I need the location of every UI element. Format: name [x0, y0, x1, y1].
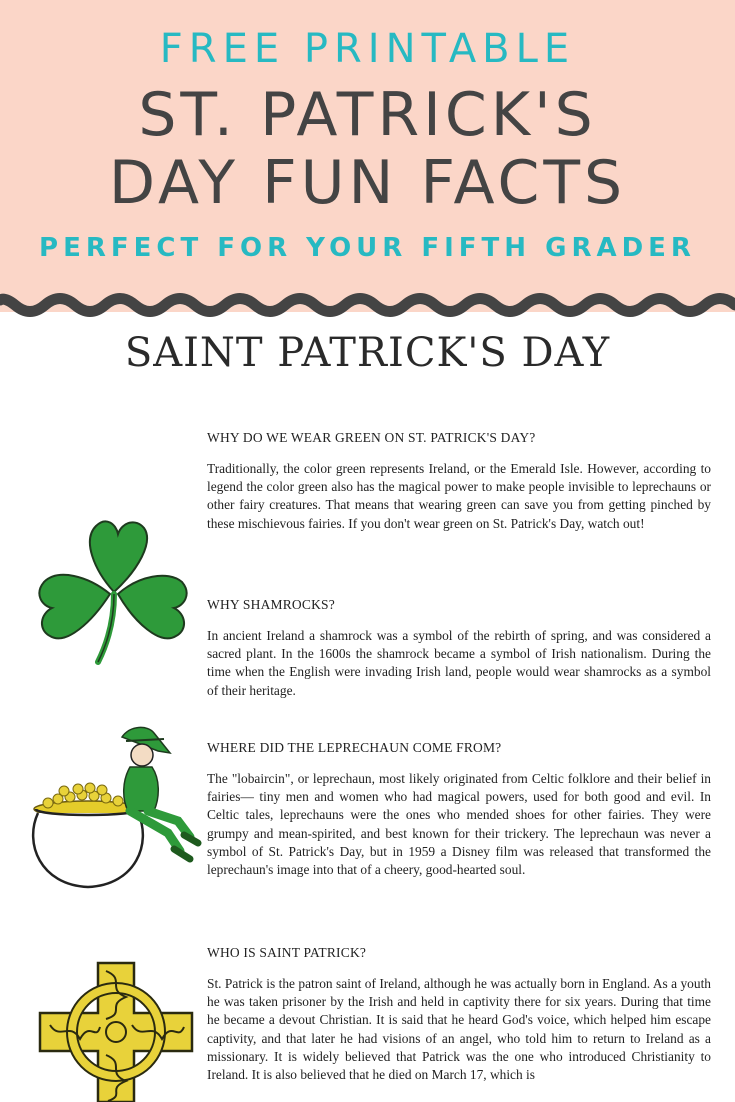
section-leprechaun-origin: [207, 740, 711, 879]
wavy-divider: [0, 280, 735, 330]
document-title: SAINT PATRICK'S DAY: [124, 330, 611, 376]
section-heading: WHO IS SAINT PATRICK?: [207, 945, 367, 960]
banner-line-fifth-grader: PERFECT FOR YOUR FIFTH GRADER: [39, 233, 696, 263]
section-why-shamrocks: [207, 597, 711, 700]
section-heading: WHERE DID THE LEPRECHAUN COME FROM?: [207, 740, 502, 755]
section-heading: WHY DO WE WEAR GREEN ON ST. PATRICK'S DAY?: [207, 430, 536, 445]
section-body: In ancient Ireland a shamrock was a symbol of the rebirth of spring, and was considered a sacred plant. In the 1600s the shamrock became a symbol of Irish nationalism. During the time when the English were invading Irish land, people would wear shamrocks as a symbol of their heritage.: [207, 628, 711, 698]
leprechaun-pot-of-gold-icon: [30, 725, 202, 893]
section-why-green: [207, 430, 711, 533]
celtic-cross-icon: [36, 955, 198, 1102]
section-body: St. Patrick is the patron saint of Ireland, although he was actually born in England. As a youth he was taken prisoner by the Irish and held in captivity there for six years. During that time he became a devout Christian. It is said that he heard God's voice, which helped him escape captivity, and that later he had visions of an angel, who told him to return to Ireland as a missionary. It is widely believed that Patrick was the one who introduced Christianity to Ireland. It is also believed that he died on March 17, which is: [207, 976, 711, 1083]
section-body: Traditionally, the color green represents Ireland, or the Emerald Isle. However, according to legend the color green also has the magical power to make people invisible to leprechauns or other fairy creatures. That means that wearing green can save you from getting pinched by these mischievous fairies. If you don't wear green on St. Patrick's Day, watch out!: [207, 461, 711, 531]
title-banner: [0, 0, 735, 312]
banner-line-st-patricks: ST. PATRICK'S: [138, 80, 597, 150]
section-body: The "lobaircin", or leprechaun, most likely originated from Celtic folklore and their belief in fairies— tiny men and women who had magical powers, used for both good and evil. In Celtic tales, leprechauns were the ones who mended shoes for other fairies. They were grumpy and mean-spirited, and best known for their trickery. The leprechaun was never a symbol of St. Patrick's Day, but in 1959 a Disney film was released that transformed the leprechaun's image into that of a cheery, good-hearted soul.: [207, 771, 711, 878]
banner-line-free-printable: FREE PRINTABLE: [159, 26, 576, 72]
section-who-is-saint-patrick: [207, 945, 711, 1084]
shamrock-icon: [34, 510, 196, 668]
banner-line-day-fun-facts: DAY FUN FACTS: [108, 148, 627, 218]
section-heading: WHY SHAMROCKS?: [207, 597, 335, 612]
